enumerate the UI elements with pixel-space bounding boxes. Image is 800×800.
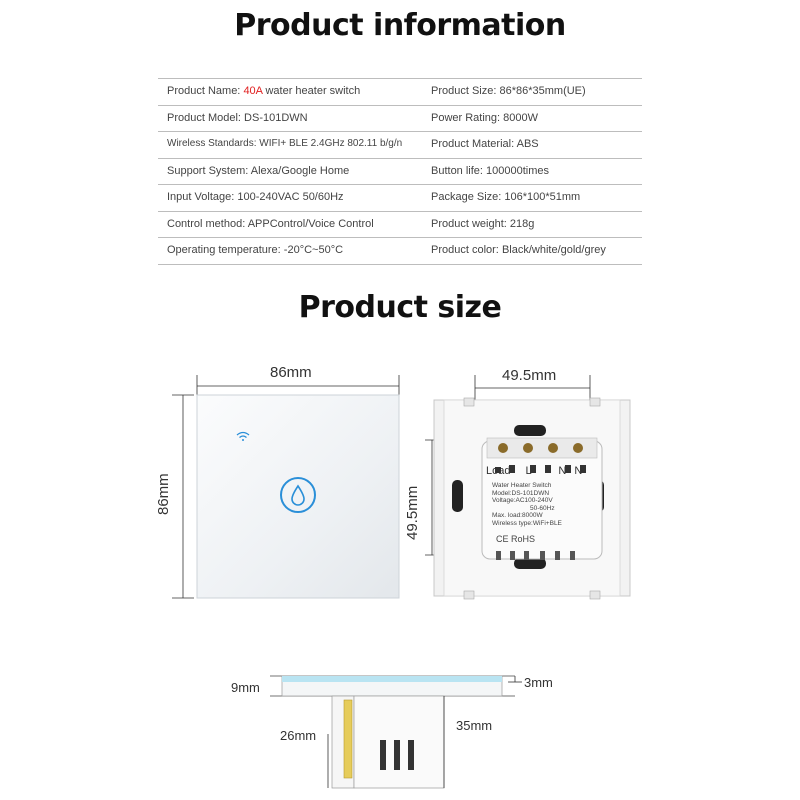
side-glass-top bbox=[282, 676, 502, 682]
spec-value: DS-101DWN bbox=[244, 111, 308, 124]
spec-row-control bbox=[158, 212, 642, 239]
spec-label: Package Size: bbox=[431, 191, 502, 203]
spec-cell-right bbox=[431, 112, 538, 124]
spec-table bbox=[158, 78, 642, 265]
module-label-line: Model:DS-101DWN bbox=[492, 489, 550, 497]
spec-cell-right bbox=[431, 218, 534, 230]
spec-row-wireless bbox=[158, 132, 642, 159]
spec-cell-left bbox=[167, 85, 360, 97]
spec-cell-left bbox=[167, 218, 374, 230]
terminal-labels bbox=[486, 465, 582, 477]
spec-cell-right bbox=[431, 244, 606, 256]
spec-label: Button life: bbox=[431, 164, 483, 177]
module-label-line: Water Heater Switch bbox=[492, 482, 552, 489]
spec-label: Product color: bbox=[431, 244, 499, 256]
top-thickness-label: 3mm bbox=[524, 675, 553, 690]
terminal-n1: N bbox=[558, 465, 567, 477]
spec-value: 8000W bbox=[503, 111, 539, 124]
spec-value: 86*86*35mm(UE) bbox=[499, 85, 586, 97]
spec-label: Wireless Standards: bbox=[167, 138, 257, 149]
module-label-line: Max. load:8000W bbox=[492, 512, 543, 519]
spec-label: Power Rating: bbox=[431, 111, 501, 124]
spec-value: Alexa/Google Home bbox=[250, 164, 350, 177]
spec-row-model bbox=[158, 106, 642, 133]
spec-value: 106*100*51mm bbox=[504, 191, 581, 203]
spec-cell-left bbox=[167, 191, 344, 203]
side-terminal bbox=[344, 700, 352, 778]
spec-value: 100000times bbox=[486, 164, 550, 177]
spec-cell-left bbox=[167, 112, 308, 124]
spec-label: Product Size: bbox=[431, 85, 497, 97]
spec-cell-right bbox=[431, 191, 580, 203]
spec-row-temperature bbox=[158, 238, 642, 265]
spec-row-system bbox=[158, 159, 642, 186]
screw-slot bbox=[452, 480, 463, 512]
spec-label: Input Voltage: bbox=[167, 191, 235, 203]
spec-value: water heater switch bbox=[265, 85, 361, 97]
front-height-label: 86mm bbox=[155, 473, 172, 515]
spec-row-name bbox=[158, 78, 642, 106]
spec-cell-left bbox=[167, 138, 402, 149]
back-height-label: 49.5mm bbox=[404, 485, 421, 540]
spec-cell-left bbox=[167, 165, 349, 177]
terminal-l: L bbox=[525, 465, 532, 477]
module-depth-label: 26mm bbox=[280, 728, 317, 743]
spec-label: Operating temperature: bbox=[167, 244, 281, 256]
spec-value: Black/white/gold/grey bbox=[501, 244, 606, 256]
module-label-line: Wireless type:WiFi+BLE bbox=[492, 519, 562, 527]
spec-label: Product Model: bbox=[167, 111, 241, 124]
spec-label: Product Name: bbox=[167, 85, 241, 97]
ce-rohs-mark: CE RoHS bbox=[496, 534, 536, 544]
spec-value: ABS bbox=[516, 138, 539, 150]
spec-row-voltage bbox=[158, 185, 642, 212]
module-label-line: Voltage:AC100-240V bbox=[492, 497, 553, 504]
front-width-label: 86mm bbox=[270, 364, 312, 381]
module-spec-label bbox=[492, 482, 592, 527]
spec-cell-left bbox=[167, 244, 343, 256]
spec-cell-right bbox=[431, 165, 549, 177]
spec-value: APPControl/Voice Control bbox=[247, 217, 374, 230]
terminal-n2: N bbox=[574, 465, 583, 477]
total-depth-label: 35mm bbox=[456, 718, 493, 733]
product-size-heading: Product size bbox=[298, 290, 502, 325]
front-view-drawing bbox=[150, 355, 420, 605]
spec-label: Product weight: bbox=[431, 217, 507, 230]
terminal-load: Load bbox=[486, 465, 511, 477]
spec-value: WIFI+ BLE 2.4GHz 802.11 b/g/n bbox=[259, 138, 403, 149]
spec-label: Support System: bbox=[167, 164, 249, 177]
spec-label: Control method: bbox=[167, 217, 246, 230]
back-width-label: 49.5mm bbox=[502, 367, 557, 384]
spec-label: Product Material: bbox=[431, 138, 515, 150]
spec-cell-right bbox=[431, 138, 539, 150]
spec-value: 100-240VAC 50/60Hz bbox=[237, 191, 344, 203]
screw-slot bbox=[514, 425, 546, 436]
spec-value-highlight: 40A bbox=[243, 85, 263, 97]
spec-value: 218g bbox=[509, 217, 535, 230]
spec-cell-right bbox=[431, 85, 586, 97]
spec-value: -20°C~50°C bbox=[283, 244, 344, 256]
glass-panel bbox=[197, 395, 399, 598]
module-label-line: 50-60Hz bbox=[530, 504, 555, 512]
glass-thickness-label: 9mm bbox=[231, 680, 260, 695]
product-information-heading: Product information bbox=[234, 8, 566, 43]
